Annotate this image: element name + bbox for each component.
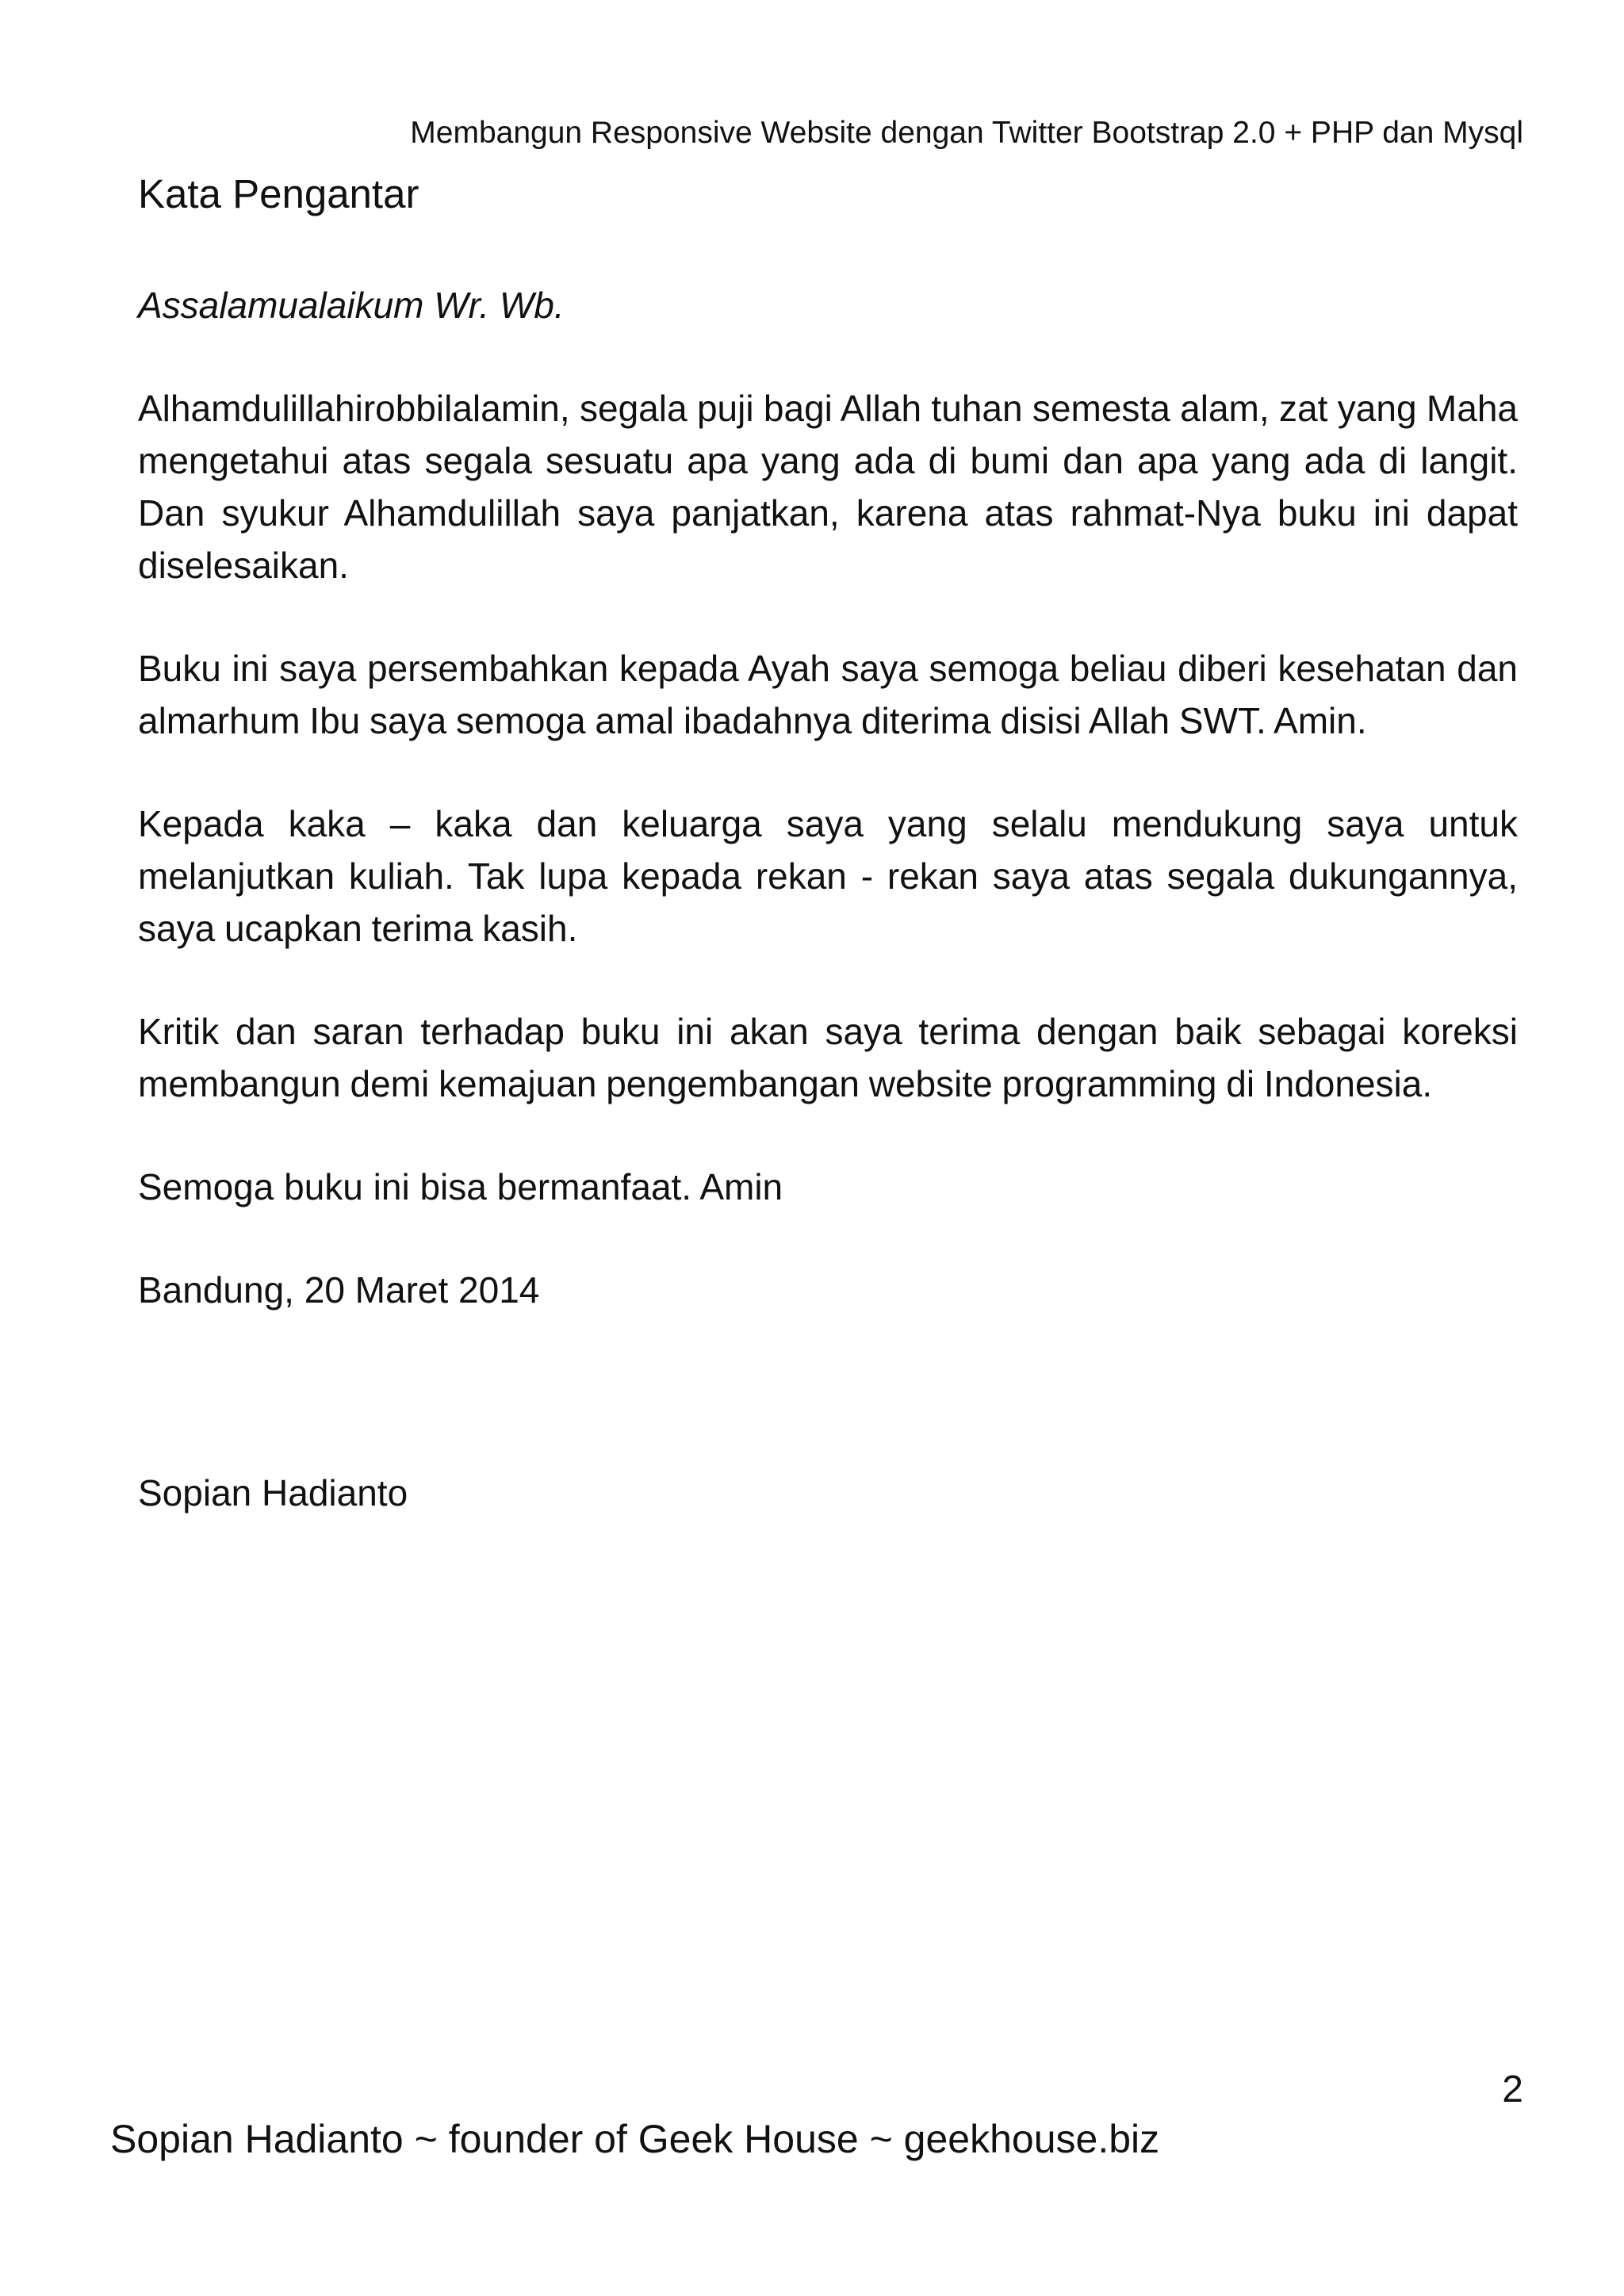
running-header: Membangun Responsive Website dengan Twitter Bootstrap 2.0 + PHP dan Mysql	[410, 116, 1523, 150]
paragraph-1: Alhamdulillahirobbilalamin, segala puji bagi Allah tuhan semesta alam, zat yang Maha mengetahui atas segala sesuatu apa yang ada di bumi dan apa yang ada di langit. Dan syukur Alhamdulillah saya panjatkan, karena atas rahmat-Nya buku ini dapat diselesaikan.	[138, 388, 1518, 586]
paragraph-4: Kritik dan saran terhadap buku ini akan saya terima dengan baik sebagai koreksi membangun demi kemajuan pengembangan website programming di Indonesia.	[138, 1011, 1518, 1104]
page-title: Kata Pengantar	[138, 171, 419, 216]
paragraph-2: Buku ini saya persembahkan kepada Ayah saya semoga beliau diberi kesehatan dan almarhum Ibu saya semoga amal ibadahnya diterima disisi Allah SWT. Amin.	[138, 648, 1518, 741]
document-body	[138, 170, 1518, 1316]
page-footer: Sopian Hadianto ~ founder of Geek House ~ geekhouse.biz	[110, 2117, 1160, 2161]
place-date: Bandung, 20 Maret 2014	[138, 1269, 540, 1311]
greeting: Assalamualaikum Wr. Wb.	[138, 285, 565, 326]
paragraph-3: Kepada kaka – kaka dan keluarga saya yang selalu mendukung saya untuk melanjutkan kuliah. Tak lupa kepada rekan - rekan saya atas segala dukungannya, saya ucapkan terima kasih.	[138, 803, 1518, 949]
page-number: 2	[1502, 2068, 1523, 2110]
signature-name: Sopian Hadianto	[138, 1472, 408, 1513]
closing-line: Semoga buku ini bisa bermanfaat. Amin	[138, 1166, 783, 1207]
